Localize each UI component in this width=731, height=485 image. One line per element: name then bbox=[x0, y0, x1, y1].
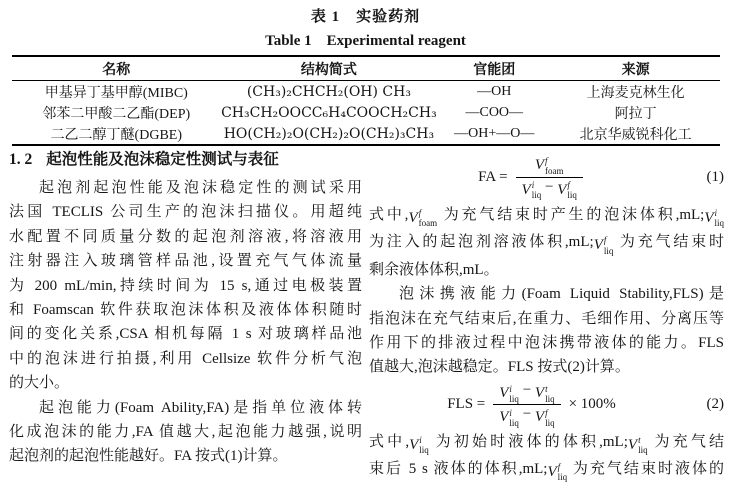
table-title-en: Table 1 Experimental reagent bbox=[265, 33, 466, 49]
equation-multiplier: × 100% bbox=[568, 396, 616, 413]
variable-term: V f foam bbox=[534, 155, 564, 177]
text-line: 中的泡沫进行拍摄,利用 Cellsize 软件分析气泡 bbox=[9, 350, 362, 367]
equation-number: (1) bbox=[706, 168, 724, 185]
reagent-group-cell: —OH+—O— bbox=[454, 125, 535, 141]
fraction-numerator bbox=[529, 153, 570, 176]
table-row bbox=[12, 81, 720, 103]
table-row bbox=[12, 123, 720, 145]
text-line: 泡沫携液能力(Foam Liquid Stability,FLS)是 bbox=[399, 286, 724, 303]
text-line: 式中, V i liq 为初始时液体的体积,mL; V t liq 为充气结 bbox=[369, 430, 724, 457]
text-line: 指泡沫在充气结束后,在重力、毛细作用、分离压等 bbox=[369, 310, 724, 327]
variable-term: V f liq bbox=[534, 407, 555, 429]
header-source: 来源 bbox=[552, 56, 720, 81]
text-line: 和 Foamscan 软件获取泡沫体积及液体体积随时 bbox=[9, 302, 362, 319]
equation-lhs: FLS = bbox=[447, 396, 486, 413]
text-line: 起泡能力(Foam Ability,FA)是指单位液体转 bbox=[39, 399, 362, 416]
text-line: 的大小。 bbox=[9, 375, 70, 392]
reagent-formula-cell: HO(CH₂)₂O(CH₂)₂O(CH₂)₃CH₃ bbox=[223, 125, 435, 142]
variable-term: V i liq bbox=[499, 407, 519, 429]
reagent-table bbox=[12, 55, 720, 146]
equation-lhs: FA = bbox=[478, 168, 508, 185]
equation-number: (2) bbox=[706, 396, 724, 413]
header-formula: 结构简式 bbox=[221, 56, 437, 81]
fraction bbox=[493, 381, 560, 428]
variable-term: V i liq bbox=[704, 207, 724, 229]
reagent-source-cell: 北京华威锐科化工 bbox=[579, 127, 692, 143]
variable-term: V t liq bbox=[534, 383, 555, 404]
equation-2 bbox=[369, 380, 724, 430]
table-header-row bbox=[12, 56, 720, 81]
table-row bbox=[12, 102, 720, 123]
section-title: 起泡性能及泡沫稳定性测试与表征 bbox=[46, 151, 279, 168]
text-line: 剩余液体体积,mL。 bbox=[369, 261, 499, 278]
table-section bbox=[0, 0, 731, 146]
text-line: 法国 TECLIS 公司生产的泡沫扫描仪。用超纯 bbox=[9, 204, 362, 221]
text-line: 起泡剂起泡性能及泡沫稳定性的测试采用 bbox=[39, 180, 362, 196]
fraction-denominator: V i liq − V f liq bbox=[516, 177, 583, 201]
paragraph-fls bbox=[369, 282, 724, 380]
text-line: 注射器注入玻璃管样品池,设置充气气体流量 bbox=[9, 253, 362, 270]
variable-term: V f liq bbox=[547, 462, 568, 483]
paragraph-eq1-variables bbox=[369, 203, 724, 282]
right-column bbox=[369, 151, 724, 485]
header-group: 官能团 bbox=[437, 56, 552, 81]
variable-term: V f liq bbox=[557, 179, 577, 201]
reagent-source-cell: 上海麦克林生化 bbox=[586, 85, 685, 101]
text-line: 起泡剂的起泡性能越好。FA 按式(1)计算。 bbox=[9, 448, 288, 465]
equation-1 bbox=[369, 151, 724, 203]
fraction-denominator: V i liq − V f liq bbox=[493, 404, 560, 428]
variable-term: V i liq bbox=[499, 383, 519, 404]
text-line: 水配置不同质量分数的起泡剂溶液,将溶液用 bbox=[9, 228, 362, 245]
equation-1-body bbox=[369, 153, 694, 200]
reagent-formula-cell: CH₃CH₂OOCC₆H₄COOCH₂CH₃ bbox=[221, 104, 437, 121]
header-name: 名称 bbox=[12, 56, 222, 81]
text-line: 为注入的起泡剂溶液体积,mL; V f liq 为充气结束时 bbox=[369, 230, 724, 257]
text-line: 化成泡沫的能力,FA 值越大,起泡能力越强,说明 bbox=[9, 424, 362, 441]
variable-term: V f foam bbox=[408, 207, 438, 229]
left-column bbox=[9, 147, 362, 469]
text-line: 为 200 mL/min,持续时间为 15 s,通过电极装置 bbox=[9, 277, 362, 294]
reagent-name-cell: 二乙二醇丁醚(DGBE) bbox=[50, 127, 182, 143]
variable-term: V t liq bbox=[627, 434, 648, 456]
text-line: 式中, V f foam 为充气结束时产生的泡沫体积,mL; V i liq bbox=[369, 203, 724, 230]
table-title-zh: 表 1 实验药剂 bbox=[310, 9, 421, 25]
reagent-group-cell: —OH bbox=[477, 83, 512, 99]
paragraph-foam-ability bbox=[9, 396, 362, 469]
paragraph-method bbox=[9, 176, 362, 396]
variable-term: V i liq bbox=[521, 179, 542, 201]
variable-term: V f liq bbox=[593, 235, 614, 256]
variable-term: V i liq bbox=[409, 434, 429, 456]
reagent-name-cell: 邻苯二甲酸二乙酯(DEP) bbox=[42, 106, 191, 122]
reagent-source-cell: 阿拉丁 bbox=[614, 106, 657, 122]
reagent-name-cell: 甲基异丁基甲醇(MIBC) bbox=[44, 85, 188, 101]
text-line: 作用下的排液过程中泡沫携带液体的能力。FLS bbox=[369, 335, 724, 352]
equation-2-body bbox=[369, 381, 694, 428]
text-line: 束后 5 s 液体的体积,mL; V f liq 为充气结束时液体的 bbox=[369, 457, 724, 484]
reagent-group-cell: —COO— bbox=[465, 104, 524, 120]
reagent-formula-cell: (CH₃)₂CHCH₂(OH) CH₃ bbox=[246, 83, 411, 100]
fraction bbox=[516, 153, 583, 200]
section-number: 1. 2 bbox=[9, 151, 33, 168]
text-line: 间的变化关系,CSA 相机每隔 1 s 对玻璃样品池 bbox=[9, 326, 362, 343]
section-heading bbox=[9, 147, 362, 169]
paragraph-eq2-variables bbox=[369, 430, 724, 485]
fraction-numerator: V i liq − V t liq bbox=[499, 382, 555, 404]
text-line: 值越大,泡沫越稳定。FLS 按式(2)计算。 bbox=[369, 359, 630, 376]
